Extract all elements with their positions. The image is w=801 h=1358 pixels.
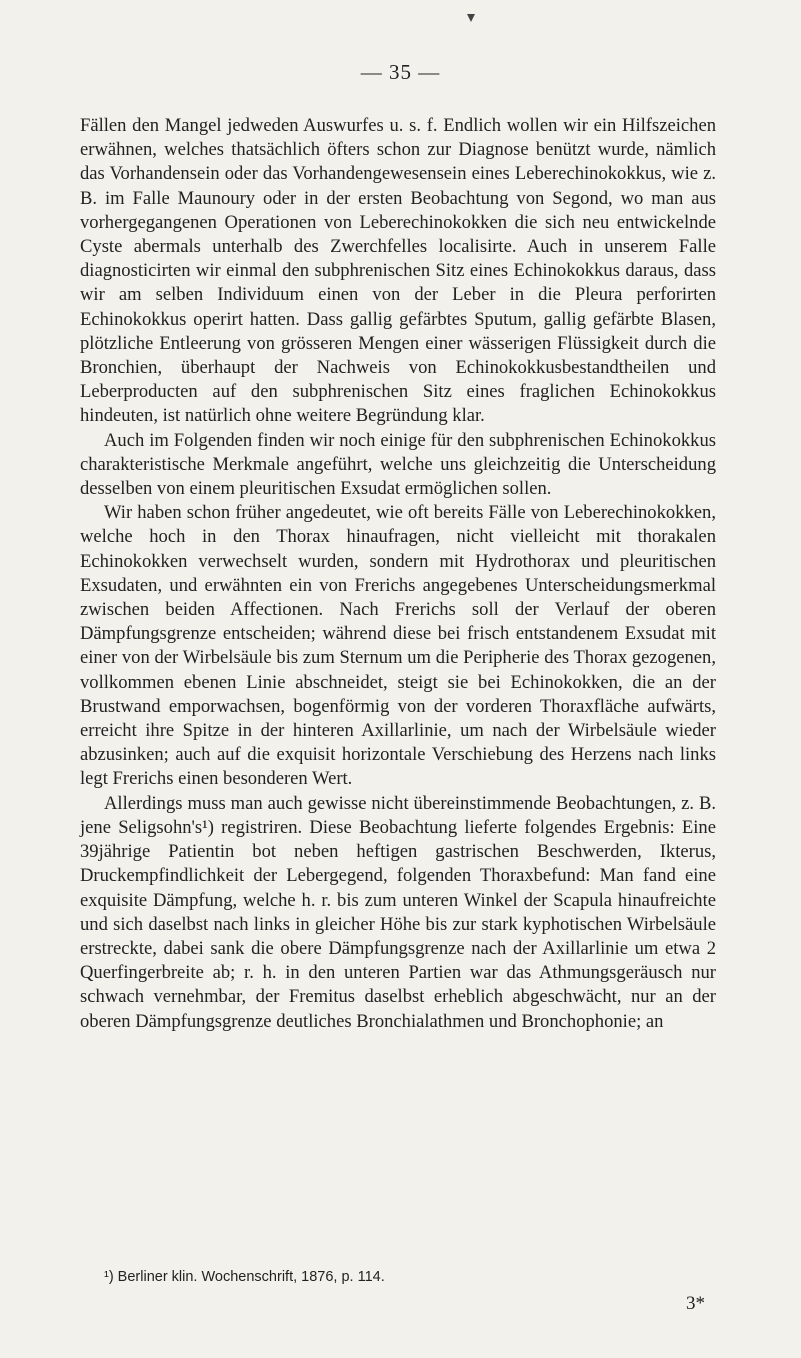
page-number: — 35 —: [360, 60, 441, 84]
body-text: [80, 114, 716, 1034]
footnote: ¹) Berliner klin. Wochenschrift, 1876, p. 114.: [104, 1269, 385, 1285]
paragraph-2: Auch im Folgenden finden wir noch einige für den subphrenischen Echinokokkus charakteristische Merkmale angeführt, welche uns gleichzeitig die Unterscheidung desselben von einem pleuritischen Exsudat ermöglichen sollen.: [80, 429, 716, 500]
print-mark-icon: [467, 14, 475, 22]
paragraph-3: Wir haben schon früher angedeutet, wie oft bereits Fälle von Leberechinokokken, welche hoch in den Thorax hinaufragen, nicht vielleicht mit thorakalen Echinokokken verwechselt wurden, sondern mit Hydrothorax und pleuritischen Exsudaten, und erwähnten ein von Frerichs angegebenes Unterscheidungsmerkmal zwischen beiden Affectionen. Nach Frerichs soll der Verlauf der oberen Dämpfungsgrenze entscheiden; während diese bei frisch entstandenem Exsudat mit einer von der Wirbelsäule bis zum Sternum um die Peripherie des Thorax gezogenen, vollkommen ebenen Linie abschneidet, steigt sie bei Echinokokken, die an der Brustwand emporwachsen, bogenförmig von der vorderen Thoraxfläche aufwärts, erreicht ihre Spitze in der hinteren Axillarlinie, um nach der Wirbelsäule wieder abzusinken; auch auf die exquisit horizontale Verschiebung des Herzens nach links legt Frerichs einen besonderen Wert.: [80, 502, 716, 790]
signature-mark: 3*: [686, 1293, 705, 1314]
paragraph-4: Allerdings muss man auch gewisse nicht übereinstimmende Beobachtungen, z. B. jene Seligsohn's¹) registriren. Diese Beobachtung lieferte folgendes Ergebnis: Eine 39jährige Patientin bot neben heftigen gastrischen Beschwerden, Ikterus, Druckempfindlichkeit der Lebergegend, folgenden Thoraxbefund: Man fand eine exquisite Dämpfung, welche h. r. bis zum unteren Winkel der Scapula hinaufreichte und sich daselbst nach links in gleicher Höhe bis zur stark kyphotischen Wirbelsäule erstreckte, dabei sank die obere Dämpfungsgrenze nach der Axillarlinie um etwa 2 Querfingerbreite ab; r. h. in den unteren Partien war das Athmungsgeräusch nur schwach vernehmbar, der Fremitus daselbst erheblich abgeschwächt, nur an der oberen Dämpfungsgrenze deutliches Bronchialathmen und Bronchophonie; an: [80, 792, 716, 1032]
paragraph-1: Fällen den Mangel jedweden Auswurfes u. s. f. Endlich wollen wir ein Hilfszeichen erwähnen, welches thatsächlich öfters schon zur Diagnose benützt wurde, nämlich das Vorhandensein oder das Vorhandengewesensein eines Leberechinokokkus, wie z. B. im Falle Maunoury oder in der ersten Beobachtung von Segond, wo man aus vorhergegangenen Operationen von Leberechinokokken die sich neu entwickelnde Cyste abermals unterhalb des Zwerchfelles localisirte. Auch in unserem Falle diagnosticirten wir einmal den subphrenischen Sitz eines Echinokokkus daraus, dass wir am selben Individuum einen von der Leber in die Pleura perforirten Echinokokkus operirt hatten. Dass gallig gefärbtes Sputum, gallig gefärbte Blasen, plötzliche Entleerung von grösseren Mengen einer wässerigen Flüssigkeit durch die Bronchien, überhaupt der Nachweis von Echinokokkusbestandtheilen und Leberproducten auf den subphrenischen Sitz eines fraglichen Echinokokkus hindeuten, ist natürlich ohne weitere Begründung klar.: [80, 115, 716, 427]
